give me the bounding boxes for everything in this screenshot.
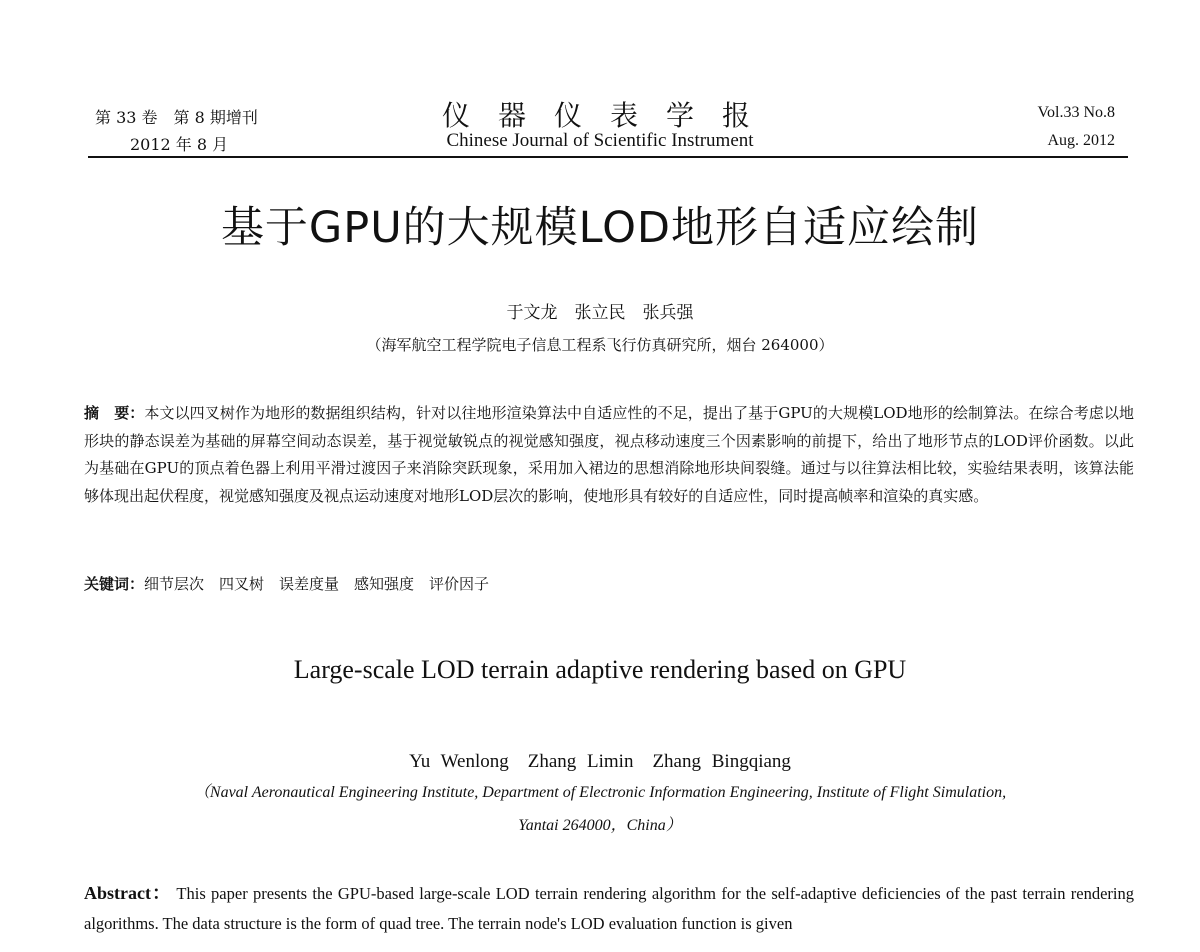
keywords-body-cn: 细节层次 四叉树 误差度量 感知强度 评价因子 (144, 575, 490, 593)
header-rule (88, 156, 1128, 158)
paper-title-cn: 基于GPU的大规模LOD地形自适应绘制 (220, 203, 980, 253)
abstract-body-en: This paper presents the GPU-based large-scale LOD terrain rendering algorithm for the self-adaptive deficiencies of the past terrain rendering algorithms. The data structure is the form of quad tree. The terrain node's LOD evaluation function is given (84, 884, 1135, 933)
affiliation-en-line1: （Naval Aeronautical Engineering Institute, Department of Electronic Information Engineering, Institute of Flight Simulation, (193, 784, 1007, 801)
authors-cn: 于文龙 张立民 张兵强 (506, 303, 694, 323)
affiliation-en-line2: Yantai 264000，China） (518, 817, 682, 834)
keywords-label-cn: 关键词： (84, 575, 145, 593)
publication-date-cn: 2012 年 8 月 (130, 135, 229, 154)
volume-issue: 第 33 卷 第 8 期增刊 (95, 108, 258, 127)
abstract-body-cn: 本文以四叉树作为地形的数据组织结构，针对以往地形渲染算法中自适应性的不足，提出了基于GPU的大规模LOD地形的绘制算法。在综合考虑以地形块的静态误差为基础的屏幕空间动态误差，基于视觉敏锐点的视觉感知强度，视点移动速度三个因素影响的前提下，给出了地形节点的LOD评价函数。以此为基础在GPU的顶点着色器上利用平滑过渡因子来消除突跃现象，采用加入裙边的思想消除地形块间裂缝。通过与以往算法相比较，实验结果表明，该算法能够体现出起伏程度，视觉感知强度及视点运动速度对地形LOD层次的影响，使地形具有较好的自适应性，同时提高帧率和渲染的真实感。 (84, 404, 1134, 505)
authors-en: Yu Wenlong Zhang Limin Zhang Bingqiang (409, 751, 791, 772)
abstract-cn (84, 400, 1134, 510)
abstract-en (84, 878, 1134, 939)
publication-date-en: Aug. 2012 (1047, 132, 1115, 149)
journal-name-en: Chinese Journal of Scientific Instrument (446, 130, 754, 151)
volume-number-en: Vol.33 No.8 (1037, 104, 1115, 121)
journal-name-cn: 仪器仪表学报 (441, 99, 778, 132)
paper-title-en: Large-scale LOD terrain adaptive rendering based on GPU (293, 655, 907, 684)
abstract-label-cn: 摘 要： (84, 404, 145, 422)
affiliation-cn: （海军航空工程学院电子信息工程系飞行仿真研究所，烟台 264000） (366, 336, 834, 354)
abstract-label-en: Abstract： (84, 883, 172, 903)
keywords-cn (84, 573, 489, 594)
